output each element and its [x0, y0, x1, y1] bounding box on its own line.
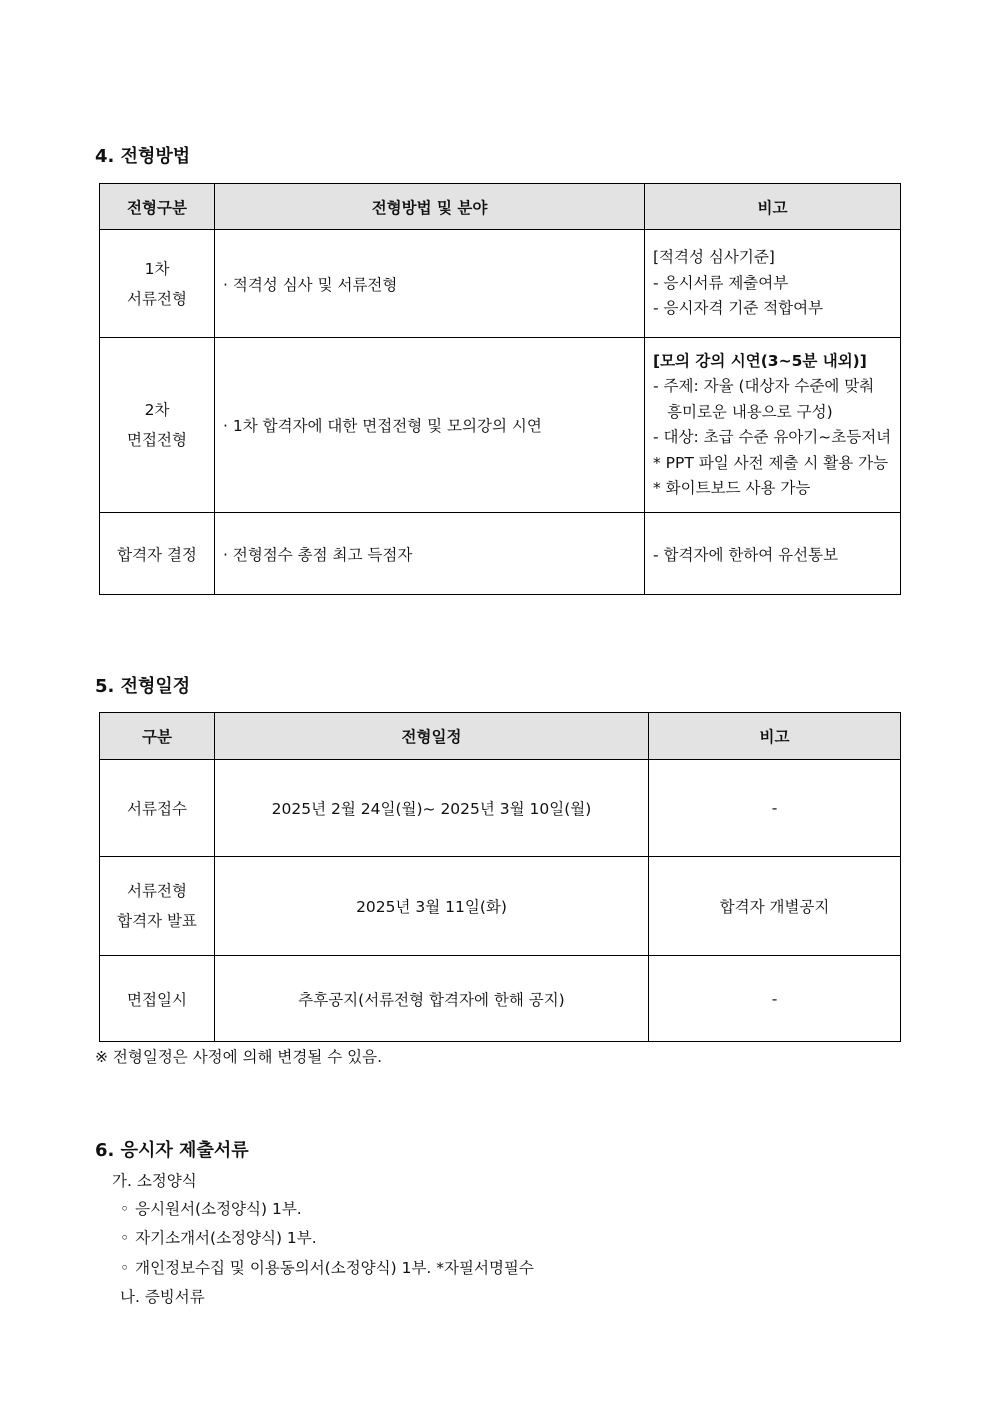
category-cell: 합격자 결정 [100, 513, 215, 595]
schedule-cell: 2025년 3월 11일(화) [215, 857, 649, 956]
table-header-row [100, 184, 901, 230]
list-item-text: 응시원서(소정양식) 1부. [135, 1200, 302, 1218]
remark-line: - 주제: 자율 (대상자 수준에 맞춰 [653, 377, 875, 395]
sub-heading-evidence: 나. 증빙서류 [120, 1288, 205, 1306]
category-cell: 면접일시 [100, 956, 215, 1042]
remarks-cell [645, 230, 901, 338]
category-cell [100, 857, 215, 956]
sub-heading-forms: 가. 소정양식 [112, 1172, 197, 1190]
schedule-cell: 2025년 2월 24일(월)~ 2025년 3월 10일(월) [215, 760, 649, 857]
table-row [100, 760, 901, 857]
header-remarks: 비고 [649, 713, 901, 760]
remark-line: * 화이트보드 사용 가능 [653, 479, 811, 497]
header-remarks: 비고 [645, 184, 901, 230]
header-method: 전형방법 및 분야 [215, 184, 645, 230]
category-line: 2차 [144, 401, 170, 419]
table-row [100, 338, 901, 513]
category-cell [100, 338, 215, 513]
remark-line: - 대상: 초급 수준 유아기~초등저녀 [653, 428, 892, 446]
bullet-icon: ◦ [120, 1259, 130, 1277]
remark-title: [모의 강의 시연(3~5분 내외)] [653, 351, 867, 370]
section-6-heading: 6. 응시자 제출서류 [95, 1140, 249, 1161]
table-row [100, 513, 901, 595]
category-line: 면접전형 [127, 431, 187, 449]
section-4-heading: 4. 전형방법 [95, 146, 191, 167]
remark-line: * PPT 파일 사전 제출 시 활용 가능 [653, 453, 889, 472]
category-line: 1차 [144, 259, 170, 278]
remark-cell: - [649, 760, 901, 857]
schedule-cell: 추후공지(서류전형 합격자에 한해 공지) [215, 956, 649, 1042]
bullet-icon: ◦ [120, 1229, 130, 1247]
method-cell: · 1차 합격자에 대한 면접전형 및 모의강의 시연 [215, 338, 645, 513]
remark-line: 흥미로운 내용으로 구성) [667, 402, 833, 421]
method-cell: · 전형점수 총점 최고 득점자 [215, 513, 645, 595]
selection-method-table [99, 183, 901, 595]
list-item [120, 1226, 317, 1248]
category-line: 서류전형 [127, 882, 187, 900]
remarks-cell [645, 338, 901, 513]
table-row [100, 956, 901, 1042]
table-header-row [100, 713, 901, 760]
method-cell: · 적격성 심사 및 서류전형 [215, 230, 645, 338]
section-5-heading: 5. 전형일정 [95, 676, 191, 697]
schedule-table [99, 712, 901, 1042]
schedule-note: ※ 전형일정은 사정에 의해 변경될 수 있음. [95, 1048, 383, 1066]
remark-cell: 합격자 개별공지 [649, 857, 901, 956]
list-item [120, 1197, 302, 1219]
list-item-text: 자기소개서(소정양식) 1부. [135, 1229, 317, 1247]
bullet-icon: ◦ [120, 1200, 130, 1218]
list-item [120, 1256, 534, 1278]
list-item-text: 개인정보수집 및 이용동의서(소정양식) 1부. *자필서명필수 [135, 1259, 534, 1277]
category-cell: 서류접수 [100, 760, 215, 857]
table-row [100, 857, 901, 956]
table-row [100, 230, 901, 338]
remarks-cell: - 합격자에 한하여 유선통보 [645, 513, 901, 595]
remark-cell: - [649, 956, 901, 1042]
remark-line: - 응시자격 기준 적합여부 [653, 299, 824, 318]
category-cell [100, 230, 215, 338]
remark-line: - 응시서류 제출여부 [653, 273, 789, 292]
remark-line: [적격성 심사기준] [653, 248, 775, 267]
header-category: 구분 [100, 713, 215, 760]
header-category: 전형구분 [100, 184, 215, 230]
category-line: 서류전형 [127, 289, 187, 308]
header-schedule: 전형일정 [215, 713, 649, 760]
category-line: 합격자 발표 [117, 912, 197, 930]
